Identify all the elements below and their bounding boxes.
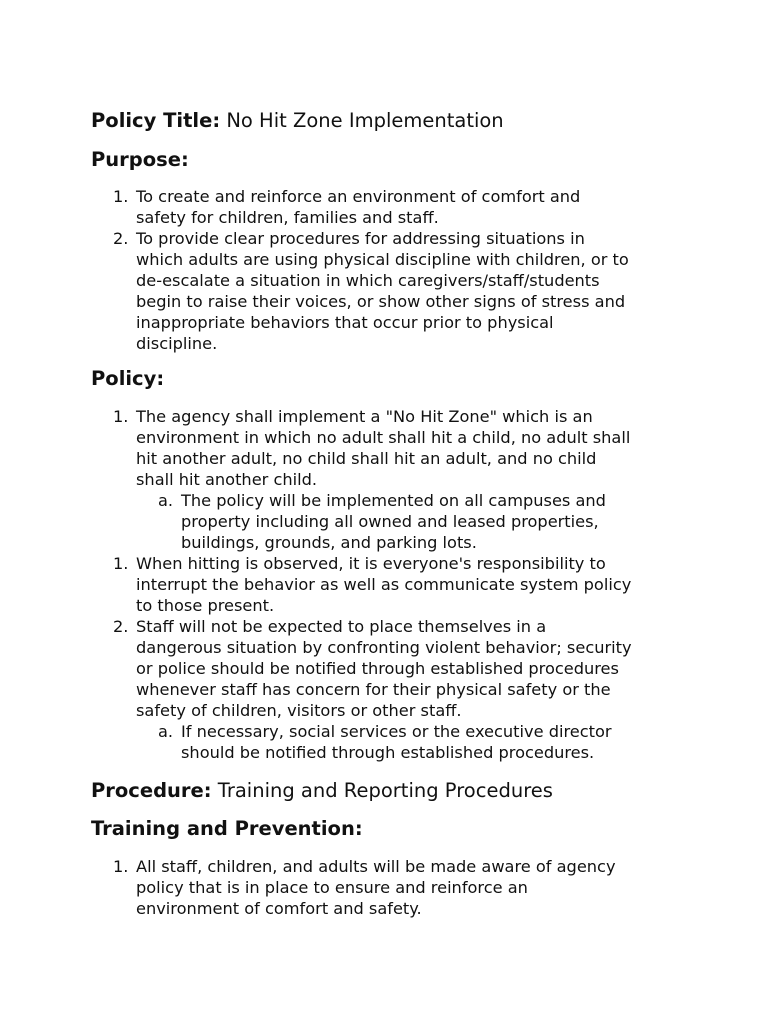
policy-title-label: Policy Title: xyxy=(91,109,221,132)
procedure-heading xyxy=(91,778,691,804)
purpose-item xyxy=(91,186,691,228)
list-number: 1. xyxy=(113,187,129,206)
policy-title-value: No Hit Zone Implementation xyxy=(226,109,504,132)
list-item-text: When hitting is observed, it is everyone's responsibility to interrupt the behavior as well as communicate system policy to those present. xyxy=(136,554,632,615)
policy-item xyxy=(91,616,691,721)
list-item-text: If necessary, social services or the executive director should be notified through established procedures. xyxy=(181,722,612,762)
list-letter: a. xyxy=(158,722,174,741)
training-heading xyxy=(91,816,691,842)
training-list xyxy=(91,856,691,919)
policy-list xyxy=(91,406,691,763)
policy-title-heading xyxy=(91,108,691,134)
procedure-value: Training and Reporting Procedures xyxy=(217,779,553,802)
policy-heading-text: Policy: xyxy=(91,367,165,390)
list-number: 1. xyxy=(113,554,129,573)
procedure-label: Procedure: xyxy=(91,779,212,802)
list-item-text: The agency shall implement a "No Hit Zone" which is an environment in which no adult shall hit a child, no adult shall hit another adult, no child shall hit an adult, and no child shall hit another child. xyxy=(136,407,631,489)
list-item-text: To create and reinforce an environment of comfort and safety for children, families and staff. xyxy=(136,187,581,227)
policy-subitem xyxy=(91,721,691,763)
training-heading-text: Training and Prevention: xyxy=(91,817,363,840)
policy-heading xyxy=(91,366,691,392)
list-number: 2. xyxy=(113,617,129,636)
list-number: 1. xyxy=(113,407,129,426)
policy-document xyxy=(91,108,691,919)
policy-item xyxy=(91,553,691,616)
purpose-item xyxy=(91,228,691,354)
training-item xyxy=(91,856,691,919)
list-item-text: The policy will be implemented on all campuses and property including all owned and leased properties, buildings, grounds, and parking lots. xyxy=(181,491,606,552)
list-letter: a. xyxy=(158,491,174,510)
purpose-heading-text: Purpose: xyxy=(91,148,189,171)
list-number: 1. xyxy=(113,857,129,876)
policy-subitem xyxy=(91,490,691,553)
list-item-text: All staff, children, and adults will be made aware of agency policy that is in place to ensure and reinforce an environment of comfort and safety. xyxy=(136,857,616,918)
policy-item xyxy=(91,406,691,490)
purpose-list xyxy=(91,186,691,354)
purpose-heading xyxy=(91,147,691,173)
list-item-text: Staff will not be expected to place themselves in a dangerous situation by confronting violent behavior; security or police should be notified through established procedures whenever staff has concern for their physical safety or the safety of children, visitors or other staff. xyxy=(136,617,632,720)
list-item-text: To provide clear procedures for addressing situations in which adults are using physical discipline with children, or to de-escalate a situation in which caregivers/staff/students begin to raise their voices, or show other signs of stress and inappropriate behaviors that occur prior to physical discipline. xyxy=(136,229,629,353)
list-number: 2. xyxy=(113,229,129,248)
